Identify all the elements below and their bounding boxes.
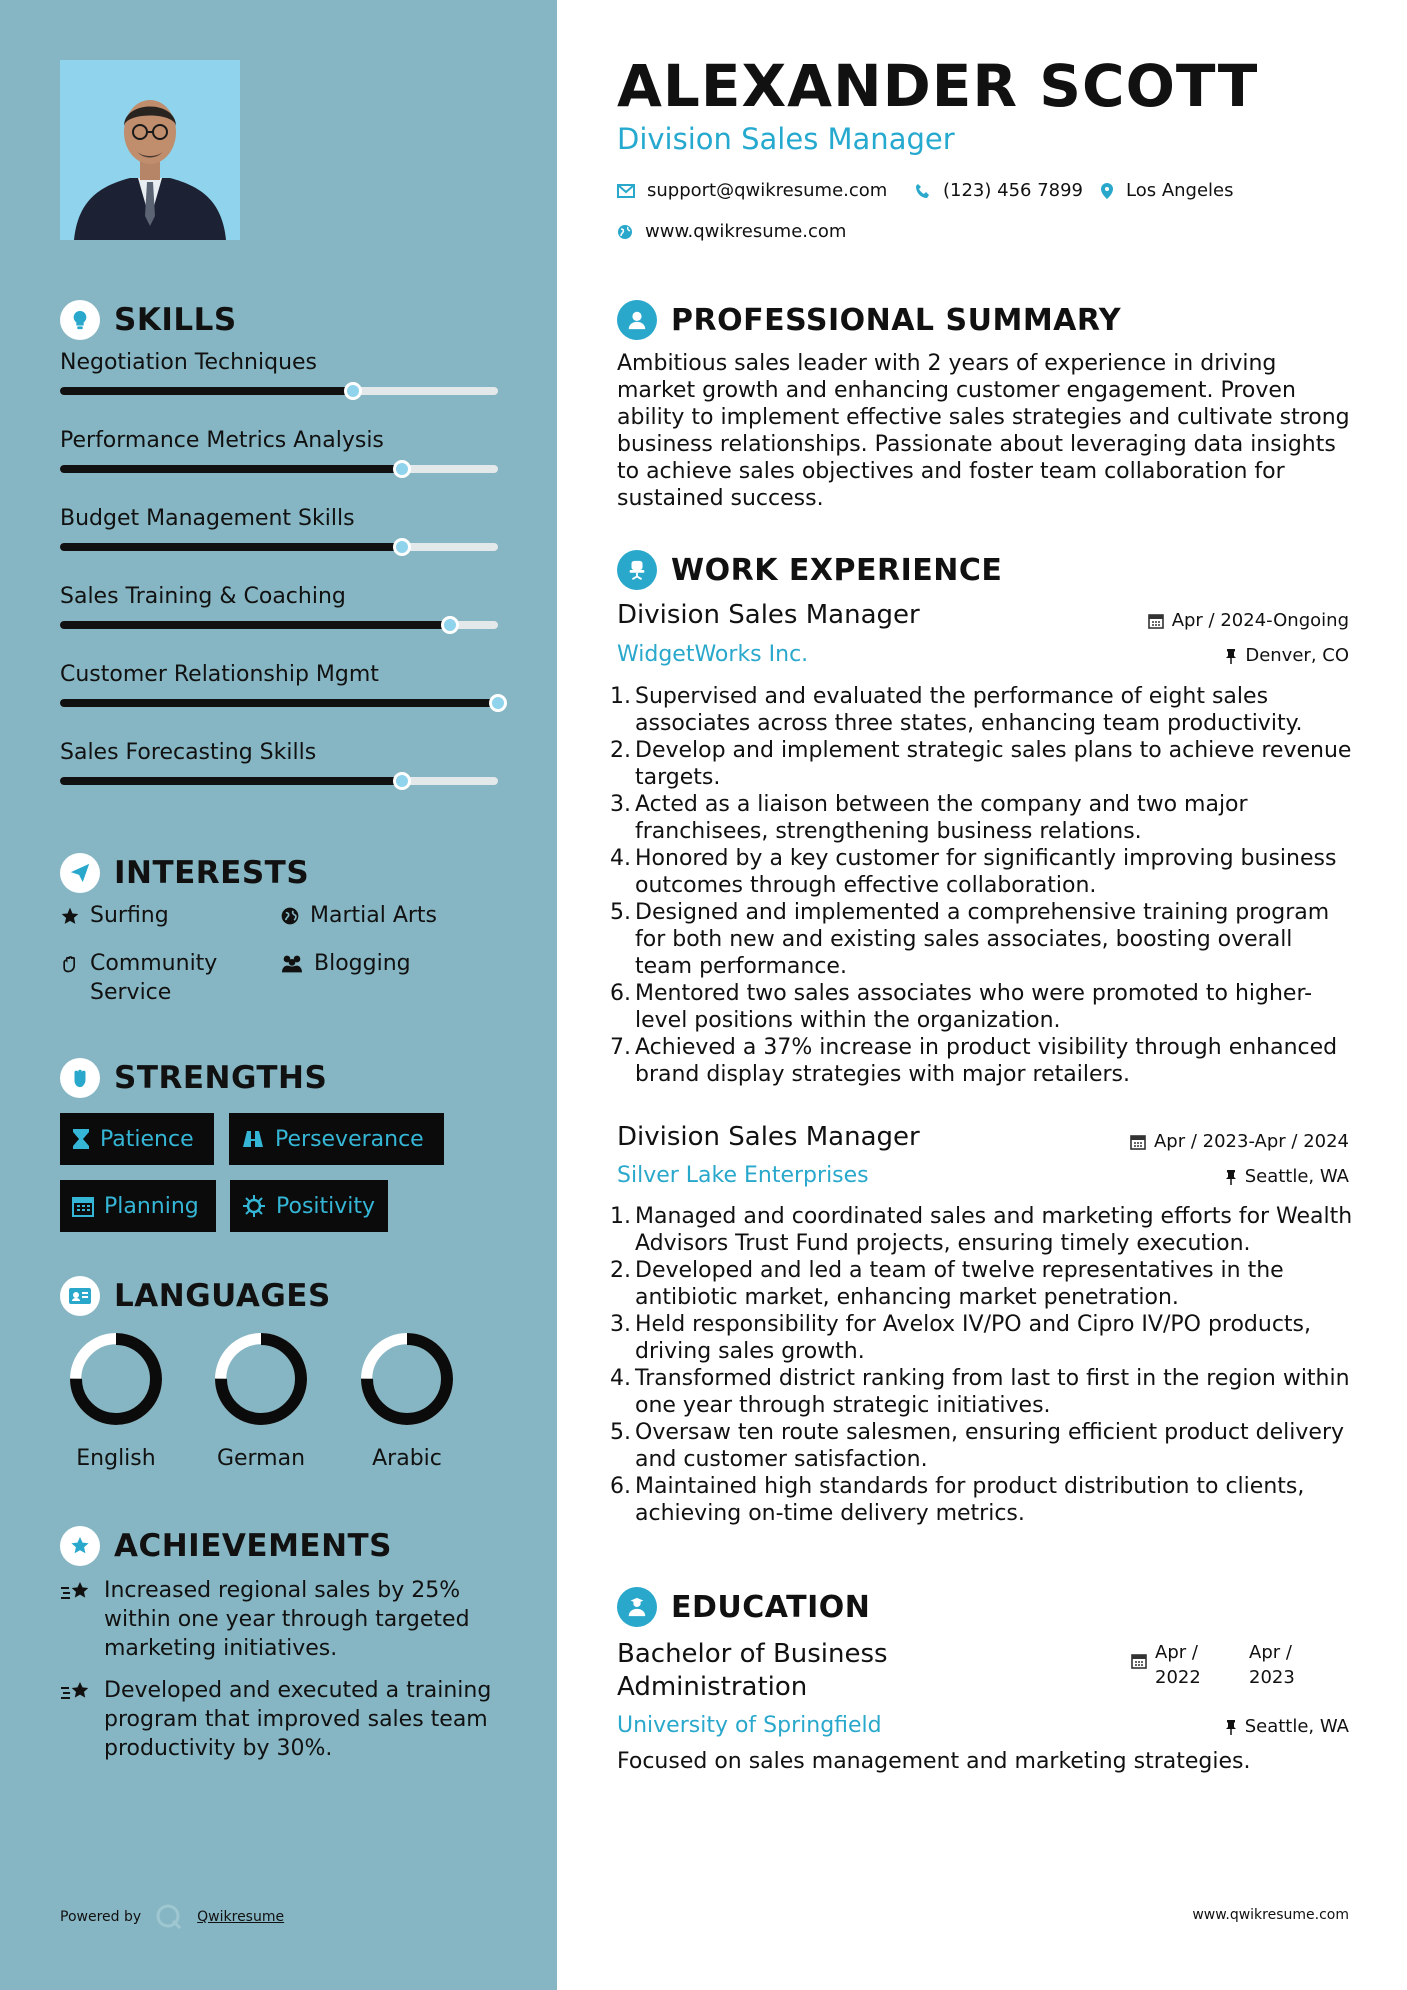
skill-label: Performance Metrics Analysis	[60, 428, 384, 453]
skill-bar-knob	[344, 382, 362, 400]
experience-title: WORK EXPERIENCE	[671, 552, 1003, 588]
skill-bar-knob	[489, 694, 507, 712]
user-icon	[617, 300, 657, 340]
job-dates-text: Apr / 2024-Ongoing	[1171, 610, 1349, 631]
skill-bar	[60, 699, 498, 707]
language-item	[67, 1330, 165, 1471]
job-location-text: Seattle, WA	[1244, 1166, 1349, 1187]
strength-label: Patience	[100, 1126, 194, 1152]
language-label: English	[76, 1446, 156, 1471]
language-ring	[358, 1330, 456, 1428]
strengths-title: STRENGTHS	[114, 1060, 328, 1096]
achievement-text: Developed and executed a training program that improved sales team productivity by 30%.	[104, 1678, 492, 1761]
bullet-text: Transformed district ranking from last to first in the region within one year through strategic initiatives.	[635, 1366, 1350, 1418]
qwikresume-logo-icon	[155, 1903, 183, 1931]
job-dates-text: Apr / 2023-Apr / 2024	[1153, 1131, 1349, 1152]
sidebar	[0, 0, 557, 1990]
contact-website[interactable]	[617, 221, 846, 242]
education-end-date	[1249, 1640, 1303, 1690]
calendar-icon	[72, 1195, 94, 1217]
bullet-text: Managed and coordinated sales and marketing efforts for Wealth Advisors Trust Fund projects, ensuring timely execution.	[635, 1204, 1353, 1256]
strength-badge	[229, 1113, 444, 1165]
language-label: Arabic	[372, 1446, 442, 1471]
skill-bar-knob	[393, 460, 411, 478]
summary-text: Ambitious sales leader with 2 years of experience in driving market growth and enhancing customer engagement. Proven ability to implement effective sales strategies and cultivate strong business relationships. Passionate about leveraging data insights to achieve sales objectives and foster team collaboration for sustained success.	[617, 351, 1350, 511]
strength-badge	[60, 1180, 216, 1232]
skill-label: Sales Forecasting Skills	[60, 740, 317, 765]
pushpin-icon	[1225, 1169, 1237, 1185]
bullet-text: Oversaw ten route salesmen, ensuring efficient product delivery and customer satisfaction.	[635, 1420, 1345, 1472]
award-star-icon	[60, 1526, 100, 1566]
office-chair-icon	[617, 550, 657, 590]
interests-header	[60, 853, 309, 893]
globe-icon	[280, 906, 300, 926]
website-text: www.qwikresume.com	[645, 221, 847, 242]
envelope-icon	[617, 184, 635, 198]
job-bullets	[610, 1203, 1355, 1527]
contact-email[interactable]	[617, 180, 887, 201]
bullet-item: 1. Managed and coordinated sales and marketing efforts for Wealth Advisors Trust Fund projects, ensuring timely execution.	[610, 1203, 1355, 1257]
skill-bar-knob	[393, 772, 411, 790]
school-name: University of Springfield	[617, 1713, 882, 1738]
phone-icon	[915, 183, 931, 199]
strength-label: Perseverance	[275, 1126, 424, 1152]
skills-title: SKILLS	[114, 302, 237, 338]
interest-item	[280, 901, 437, 930]
achievements-header	[60, 1526, 392, 1566]
bullet-text: Held responsibility for Avelox IV/PO and Cipro IV/PO products, driving sales growth.	[635, 1312, 1312, 1364]
education-location	[1225, 1716, 1349, 1737]
pushpin-icon	[1225, 648, 1237, 664]
globe-icon	[617, 224, 633, 240]
skill-bar-fill	[60, 543, 402, 551]
language-ring-inner	[227, 1345, 295, 1413]
bullet-item: 2. Developed and led a team of twelve representatives in the antibiotic market, enhancing market penetration.	[610, 1257, 1355, 1311]
paper-plane-icon	[60, 853, 100, 893]
skill-bar	[60, 465, 498, 473]
bullet-text: Maintained high standards for product distribution to clients, achieving on-time delivery metrics.	[635, 1474, 1305, 1526]
interest-label: Blogging	[314, 951, 411, 976]
skill-bar	[60, 621, 498, 629]
hand-icon	[60, 954, 80, 974]
users-icon	[280, 954, 304, 974]
location-text: Los Angeles	[1126, 180, 1234, 201]
skill-bar-knob	[393, 538, 411, 556]
skill-item	[60, 584, 498, 609]
shooting-star-icon	[60, 1579, 94, 1605]
interest-label: Surfing	[90, 903, 169, 928]
interest-label: Community Service	[90, 951, 218, 1005]
footer-url[interactable]: www.qwikresume.com	[1192, 1907, 1349, 1923]
interest-item	[280, 949, 411, 978]
skill-bar-fill	[60, 777, 402, 785]
skill-bar-fill	[60, 699, 498, 707]
bullet-text: Achieved a 37% increase in product visibility through enhanced brand display strategies with major retailers.	[635, 1035, 1338, 1087]
skill-bar-fill	[60, 621, 450, 629]
languages-title: LANGUAGES	[114, 1278, 331, 1314]
languages-header	[60, 1276, 331, 1316]
hourglass-icon	[72, 1128, 90, 1150]
contact-phone[interactable]	[915, 180, 1083, 201]
calendar-icon	[1131, 1653, 1147, 1669]
job-dates	[1130, 1131, 1349, 1152]
job-location	[1225, 1166, 1349, 1187]
language-label: German	[216, 1446, 306, 1471]
bullet-item: 6. Maintained high standards for product distribution to clients, achieving on-time delivery metrics.	[610, 1473, 1355, 1527]
calendar-icon	[1130, 1134, 1146, 1150]
shooting-star-icon	[60, 1679, 94, 1705]
bullet-item: 4. Honored by a key customer for significantly improving business outcomes through effective collaboration.	[610, 845, 1355, 899]
job-bullets	[610, 683, 1355, 1088]
job-location	[1225, 645, 1349, 666]
education-start: Apr / 2022	[1155, 1642, 1201, 1688]
calendar-icon	[1148, 613, 1164, 629]
education-end: Apr / 2023	[1249, 1642, 1295, 1688]
achievements-title: ACHIEVEMENTS	[114, 1528, 393, 1564]
strength-badge	[60, 1113, 214, 1165]
bullet-item: 3. Acted as a liaison between the company and two major franchisees, strengthening business relations.	[610, 791, 1355, 845]
skill-label: Negotiation Techniques	[60, 350, 318, 375]
job-dates	[1148, 610, 1349, 631]
bullet-text: Mentored two sales associates who were promoted to higher-level positions within the organization.	[635, 981, 1313, 1033]
job-title: Division Sales Manager	[617, 1122, 920, 1152]
skill-item	[60, 350, 498, 375]
language-item	[212, 1330, 310, 1471]
email-text: support@qwikresume.com	[647, 180, 888, 201]
language-ring-inner	[373, 1345, 441, 1413]
powered-by-label: Powered by	[60, 1909, 142, 1925]
skill-label: Customer Relationship Mgmt	[60, 662, 379, 687]
skill-label: Budget Management Skills	[60, 506, 355, 531]
job-location-text: Denver, CO	[1245, 645, 1349, 666]
language-ring	[212, 1330, 310, 1428]
bullet-item: 5. Designed and implemented a comprehensive training program for both new and existing sales associates, boosting overall team performance.	[610, 899, 1355, 980]
company-name: Silver Lake Enterprises	[617, 1163, 869, 1188]
experience-header	[617, 550, 1002, 590]
job-title: Division Sales Manager	[617, 600, 920, 630]
bullet-item: 6. Mentored two sales associates who were promoted to higher-level positions within the organization.	[610, 980, 1355, 1034]
bullet-item: 4. Transformed district ranking from last to first in the region within one year through strategic initiatives.	[610, 1365, 1355, 1419]
contact-location	[1100, 180, 1234, 201]
interest-item	[60, 949, 260, 1007]
strength-badge	[230, 1180, 388, 1232]
education-location-text: Seattle, WA	[1244, 1716, 1349, 1737]
skill-bar	[60, 387, 498, 395]
bullet-text: Acted as a liaison between the company and two major franchisees, strengthening business relations.	[635, 792, 1248, 844]
skill-item	[60, 662, 498, 687]
bullet-item: 1. Supervised and evaluated the performance of eight sales associates across three states, enhancing team productivity.	[610, 683, 1355, 737]
bullet-text: Designed and implemented a comprehensive training program for both new and existing sales associates, boosting overall team performance.	[635, 900, 1330, 979]
map-pin-icon	[1100, 182, 1114, 200]
binoculars-icon	[241, 1129, 265, 1149]
interest-label: Martial Arts	[310, 903, 438, 928]
skill-bar	[60, 543, 498, 551]
interests-title: INTERESTS	[114, 855, 310, 891]
skill-label: Sales Training & Coaching	[60, 584, 346, 609]
skill-bar-fill	[60, 387, 353, 395]
fist-icon	[60, 1058, 100, 1098]
interest-item	[60, 901, 169, 930]
powered-by	[60, 1903, 284, 1931]
lightbulb-icon	[60, 300, 100, 340]
id-card-icon	[60, 1276, 100, 1316]
skill-item	[60, 428, 498, 453]
education-title: EDUCATION	[671, 1589, 871, 1625]
bullet-item: 3. Held responsibility for Avelox IV/PO and Cipro IV/PO products, driving sales growth.	[610, 1311, 1355, 1365]
graduate-icon	[617, 1587, 657, 1627]
language-ring-inner	[82, 1345, 150, 1413]
bullet-item: 5. Oversaw ten route salesmen, ensuring efficient product delivery and customer satisfaction.	[610, 1419, 1355, 1473]
skill-item	[60, 740, 498, 765]
bullet-item: 7. Achieved a 37% increase in product visibility through enhanced brand display strategies with major retailers.	[610, 1034, 1355, 1088]
qwikresume-link[interactable]: Qwikresume	[197, 1909, 285, 1925]
bullet-text: Developed and led a team of twelve representatives in the antibiotic market, enhancing market penetration.	[635, 1258, 1284, 1310]
education-header	[617, 1587, 870, 1627]
skills-header	[60, 300, 237, 340]
bullet-text: Honored by a key customer for significantly improving business outcomes through effective collaboration.	[635, 846, 1337, 898]
bullet-item: 2. Develop and implement strategic sales plans to achieve revenue targets.	[610, 737, 1355, 791]
skill-bar	[60, 777, 498, 785]
education-description: Focused on sales management and marketing strategies.	[617, 1749, 1251, 1774]
degree-name: Bachelor of Business Administration	[617, 1639, 888, 1702]
strength-label: Positivity	[276, 1193, 376, 1219]
company-name: WidgetWorks Inc.	[617, 642, 809, 667]
achievement-item	[60, 1576, 500, 1663]
phone-text: (123) 456 7899	[943, 180, 1084, 201]
bullet-text: Supervised and evaluated the performance of eight sales associates across three states, enhancing team productivity.	[635, 684, 1303, 736]
strength-label: Planning	[104, 1193, 199, 1219]
summary-header	[617, 300, 1121, 340]
candidate-name: ALEXANDER SCOTT	[617, 52, 1259, 120]
profile-photo	[60, 60, 240, 240]
language-item	[358, 1330, 456, 1471]
achievement-item	[60, 1676, 500, 1763]
skill-bar-fill	[60, 465, 402, 473]
pushpin-icon	[1225, 1719, 1237, 1735]
star-icon	[60, 906, 80, 926]
skill-item	[60, 506, 498, 531]
bullet-text: Develop and implement strategic sales plans to achieve revenue targets.	[635, 738, 1352, 790]
candidate-role: Division Sales Manager	[617, 122, 955, 156]
achievement-text: Increased regional sales by 25% within one year through targeted marketing initiatives.	[104, 1578, 470, 1661]
strengths-header	[60, 1058, 327, 1098]
education-dates	[1131, 1640, 1209, 1690]
skill-bar-knob	[441, 616, 459, 634]
language-ring	[67, 1330, 165, 1428]
summary-title: PROFESSIONAL SUMMARY	[671, 302, 1122, 338]
sun-icon	[242, 1194, 266, 1218]
